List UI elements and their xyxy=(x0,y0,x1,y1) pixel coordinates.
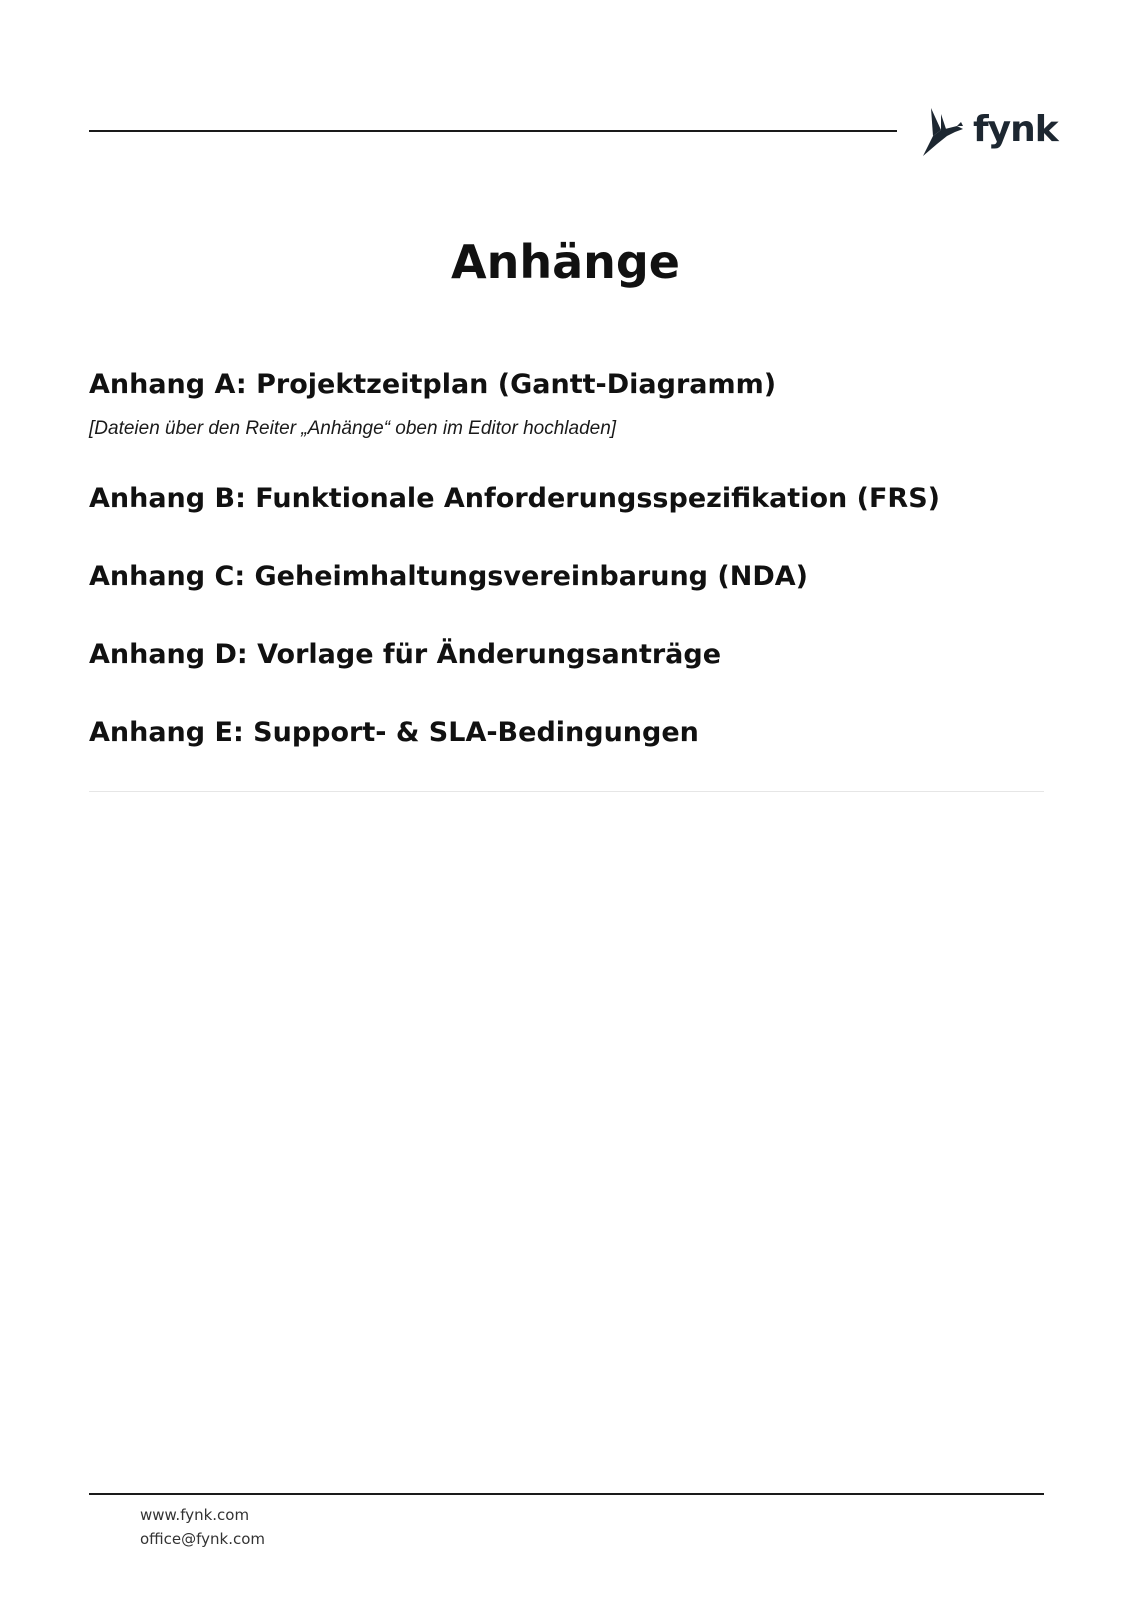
header-divider xyxy=(89,130,897,132)
email-link[interactable]: office@fynk.com xyxy=(140,1530,266,1548)
appendix-item-b xyxy=(89,478,1044,556)
appendix-heading: Anhang B: Funktionale Anforderungsspezifikation (FRS) xyxy=(89,483,940,514)
appendix-item-e xyxy=(89,712,1044,754)
section-divider xyxy=(89,791,1044,792)
appendix-item-a xyxy=(89,364,1044,442)
appendix-heading: Anhang D: Vorlage für Änderungsanträge xyxy=(89,639,722,670)
bird-icon xyxy=(921,106,969,158)
brand-logo xyxy=(921,104,1058,160)
appendix-list xyxy=(89,364,1044,754)
upload-instruction-note: [Dateien über den Reiter „Anhänge“ oben im Editor hochladen] xyxy=(89,418,617,439)
appendix-heading: Anhang C: Geheimhaltungsvereinbarung (NDA) xyxy=(89,561,808,592)
appendix-item-c xyxy=(89,556,1044,634)
logo-wordmark: fynk xyxy=(973,109,1058,150)
website-link[interactable]: www.fynk.com xyxy=(140,1506,250,1524)
appendix-heading: Anhang A: Projektzeitplan (Gantt-Diagramm) xyxy=(89,369,777,400)
footer-divider xyxy=(89,1493,1044,1495)
page-title: Anhänge xyxy=(450,235,680,289)
appendix-item-d xyxy=(89,634,1044,712)
footer-contact xyxy=(140,1503,265,1551)
appendix-heading: Anhang E: Support- & SLA-Bedingungen xyxy=(89,717,699,748)
